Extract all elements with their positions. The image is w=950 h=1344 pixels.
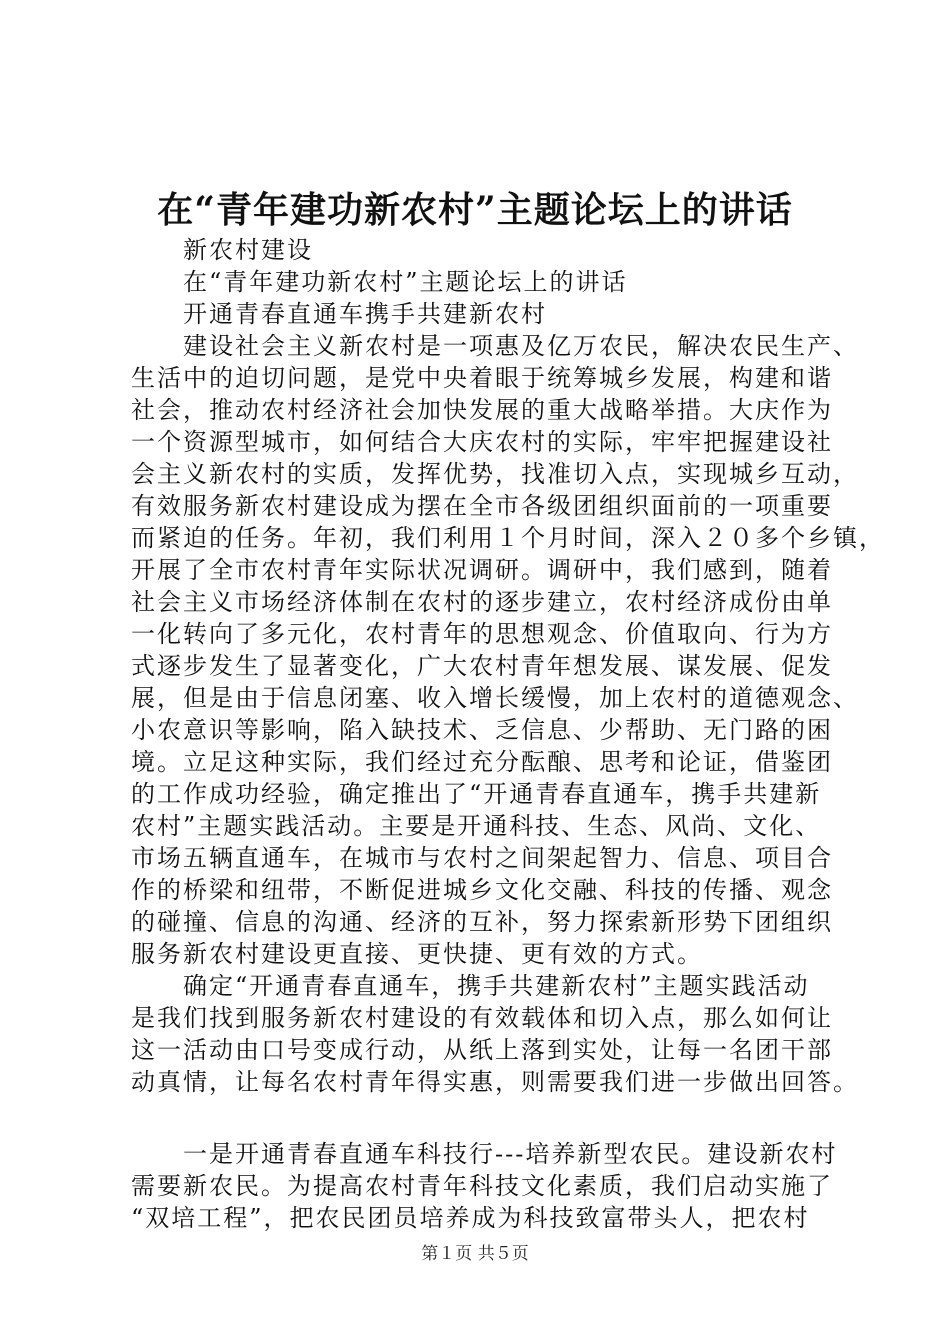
text-line: 作的桥梁和纽带，不断促进城乡文化交融、科技的传播、观念 — [131, 876, 833, 904]
text-line: 境。立足这种实际，我们经过充分酝酿、思考和论证，借鉴团 — [131, 748, 833, 776]
text-line: 开通青春直通车携手共建新农村 — [183, 300, 547, 328]
text-line: 社会主义市场经济体制在农村的逐步建立，农村经济成份由单 — [131, 588, 833, 616]
text-line: 农村”主题实践活动。主要是开通科技、生态、风尚、文化、 — [131, 812, 822, 840]
text-line: 一是开通青春直通车科技行---培养新型农民。建设新农村 — [183, 1140, 838, 1168]
text-line: 展，但是由于信息闭塞、收入增长缓慢，加上农村的道德观念、 — [131, 684, 859, 712]
text-line: 动真情，让每名农村青年得实惠，则需要我们进一步做出回答。 — [131, 1068, 859, 1096]
text-line: 这一活动由口号变成行动，从纸上落到实处，让每一名团干部 — [131, 1036, 833, 1064]
text-line: 是我们找到服务新农村建设的有效载体和切入点，那么如何让 — [131, 1004, 833, 1032]
text-line: 生活中的迫切问题，是党中央着眼于统筹城乡发展，构建和谐 — [131, 364, 833, 392]
text-line: 开展了全市农村青年实际状况调研。调研中，我们感到，随着 — [131, 556, 833, 584]
text-line: “双培工程”，把农民团员培养成为科技致富带头人，把农村 — [131, 1204, 810, 1232]
paragraph-gap — [131, 1098, 851, 1138]
text-line: 式逐步发生了显著变化，广大农村青年想发展、谋发展、促发 — [131, 652, 833, 680]
text-line: 有效服务新农村建设成为摆在全市各级团组织面前的一项重要 — [131, 492, 833, 520]
text-line: 的工作成功经验，确定推出了“开通青春直通车，携手共建新 — [131, 780, 822, 808]
text-line: 市场五辆直通车，在城市与农村之间架起智力、信息、项目合 — [131, 844, 833, 872]
text-line: 新农村建设 — [183, 236, 313, 264]
text-line: 建设社会主义新农村是一项惠及亿万农民，解决农民生产、 — [183, 332, 859, 360]
text-line: 确定“开通青春直通车，携手共建新农村”主题实践活动 — [183, 972, 810, 1000]
text-line: 的碰撞、信息的沟通、经济的互补，努力探索新形势下团组织 — [131, 908, 833, 936]
text-line: 一个资源型城市，如何结合大庆农村的实际，牢牢把握建设社 — [131, 428, 833, 456]
text-line: 在“青年建功新农村”主题论坛上的讲话 — [183, 268, 628, 296]
text-line: 小农意识等影响，陷入缺技术、乏信息、少帮助、无门路的困 — [131, 716, 833, 744]
document-body — [131, 234, 885, 1234]
text-line: 服务新农村建设更直接、更快捷、更有效的方式。 — [131, 940, 703, 968]
text-line: 一化转向了多元化，农村青年的思想观念、价值取向、行为方 — [131, 620, 833, 648]
document-title: 在“青年建功新农村”主题论坛上的讲话 — [157, 189, 793, 231]
text-line: 而紧迫的任务。年初，我们利用１个月时间，深入２０多个乡镇， — [131, 524, 885, 552]
page-footer: 第１页 共５页 — [421, 1244, 529, 1264]
text-line: 会主义新农村的实质，发挥优势，找准切入点，实现城乡互动， — [131, 460, 859, 488]
text-line: 需要新农民。为提高农村青年科技文化素质，我们启动实施了 — [131, 1172, 833, 1200]
text-line: 社会，推动农村经济社会加快发展的重大战略举措。大庆作为 — [131, 396, 833, 424]
